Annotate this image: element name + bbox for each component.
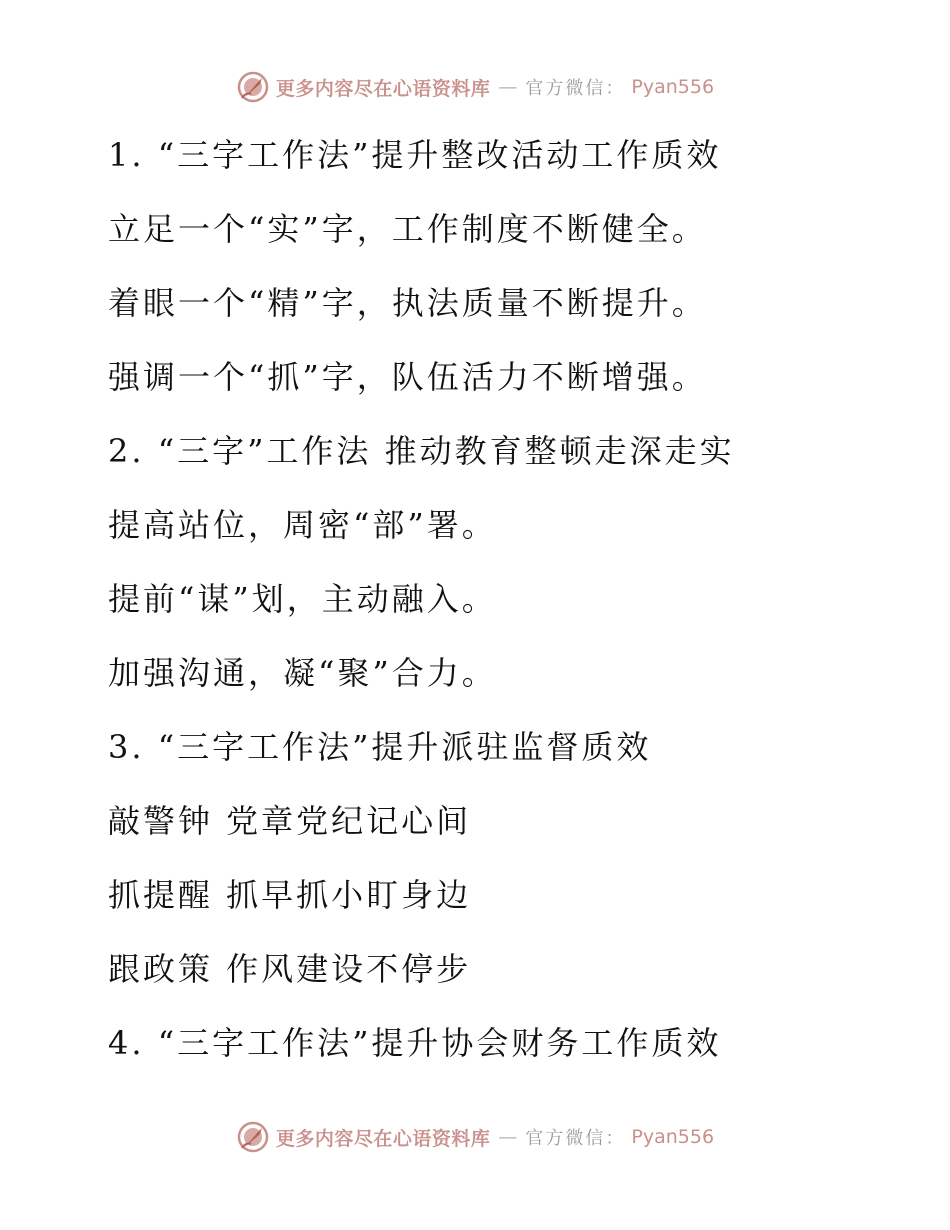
section-heading-4: 4. “三字工作法”提升协会财务工作质效 [108,1024,722,1062]
watermark-id: Pyan556 [631,1126,715,1148]
list-item: 抓提醒 抓早抓小盯身边 [108,876,472,914]
watermark-id: Pyan556 [631,76,715,98]
watermark-dash: — [498,1126,518,1148]
pen-nib-logo-icon [236,70,270,104]
watermark-dash: — [498,76,518,98]
list-item: 立足一个“实”字，工作制度不断健全。 [108,210,707,248]
list-item: 强调一个“抓”字，队伍活力不断增强。 [108,358,707,396]
watermark-text: 更多内容尽在心语资料库 [275,1127,491,1150]
footer-watermark [0,1120,950,1154]
pen-nib-logo-icon [236,1120,270,1154]
list-item: 提前“谋”划，主动融入。 [108,580,497,618]
list-item: 提高站位，周密“部”署。 [108,506,497,544]
document-body [108,118,908,1080]
list-item: 着眼一个“精”字，执法质量不断提升。 [108,284,707,322]
watermark-text: 更多内容尽在心语资料库 [275,77,491,100]
list-item: 敲警钟 党章党纪记心间 [108,802,472,840]
list-item: 加强沟通，凝“聚”合力。 [108,654,497,692]
watermark-label: 官方微信： [525,78,626,99]
list-item: 跟政策 作风建设不停步 [108,950,472,988]
section-heading-2: 2. “三字”工作法 推动教育整顿走深走实 [108,432,735,470]
header-watermark [0,70,950,104]
section-heading-1: 1. “三字工作法”提升整改活动工作质效 [108,136,722,174]
section-heading-3: 3. “三字工作法”提升派驻监督质效 [108,728,652,766]
watermark-label: 官方微信： [525,1128,626,1149]
